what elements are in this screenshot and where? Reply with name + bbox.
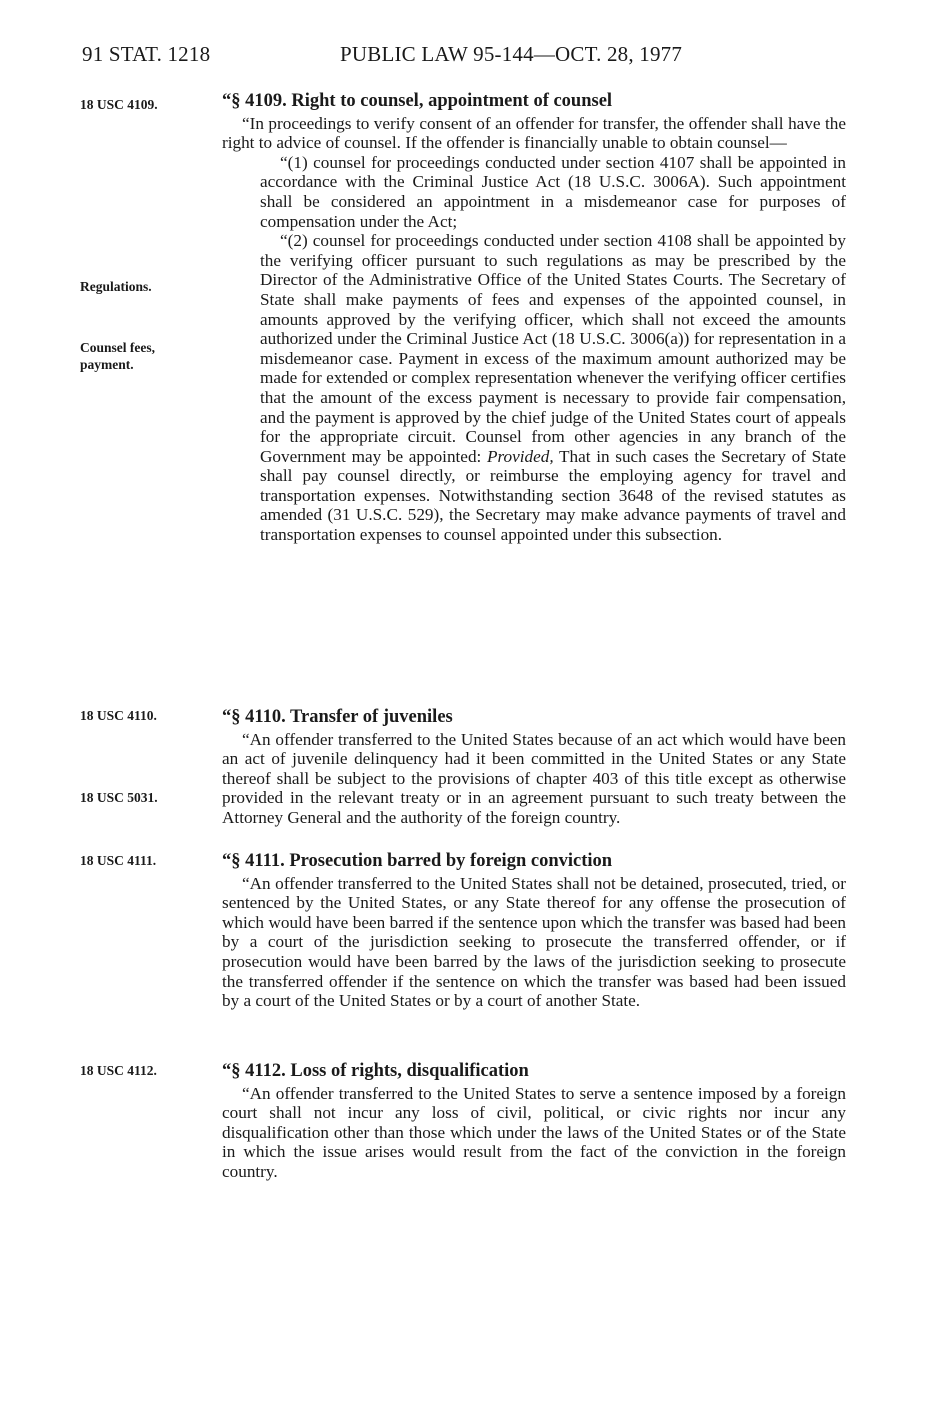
section-4110-heading: “§ 4110. Transfer of juveniles [222, 707, 453, 727]
running-header-title: PUBLIC LAW 95-144—OCT. 28, 1977 [340, 42, 683, 66]
section-4111-heading: “§ 4111. Prosecution barred by foreign conviction [222, 851, 613, 871]
section-4109-paragraph-2 [260, 231, 846, 545]
margin-note-counsel-fees-line1: Counsel fees, [80, 340, 155, 355]
section-4111-text: “An offender transferred to the United States shall not be detained, prosecuted, tried, or sentenced by the United States, or any State thereof for any offense the prosecution of which would have been barred if the sentence upon which the transfer was based had been by a court of the jurisdiction seeking to prosecute the transferred offender, or if prosecution would have been barred by the laws of the jurisdiction seeking to prosecute the transferred offender if the sentence on which the transfer was based had been issued by a court of the United States or by a court of another State. [222, 873, 846, 1011]
paragraph-2-text-a: “(2) counsel for proceedings conducted under section 4108 shall be appointed by the verifying officer pursuant to such regulations as may be prescribed by the Director of the Administrative Office of the United States Courts. The Secretary of State shall make payments of fees and expenses of the appointed counsel, in amounts approved by the verifying officer, which shall not exceed the amounts authorized under the Criminal Justice Act (18 U.S.C. 3006(a)) for representation in a misdemeanor case. Payment in excess of the maximum amount authorized may be made for extended or complex representation whenever the verifying officer certifies that the amount of the excess payment is necessary to provide fair compensation, and the payment is approved by the chief judge of the United States court of appeals for the appropriate circuit. Counsel from other agencies in any branch of the Government may be appointed: [260, 231, 846, 466]
stat-page-reference: 91 STAT. 1218 [82, 42, 211, 66]
margin-note-18-usc-4110: 18 USC 4110. [80, 708, 157, 723]
section-4109-intro: “In proceedings to verify consent of an offender for transfer, the offender shall have the right to advice of counsel. If the offender is financially unable to obtain counsel— [222, 113, 846, 153]
margin-note-18-usc-5031: 18 USC 5031. [80, 790, 158, 805]
margin-note-18-usc-4111: 18 USC 4111. [80, 853, 157, 868]
margin-note-18-usc-4109: 18 USC 4109. [80, 97, 158, 112]
section-4109-paragraph-1: “(1) counsel for proceedings conducted under section 4107 shall be appointed in accordance with the Criminal Justice Act (18 U.S.C. 3006A). Such appointment shall be considered an appointment in a misdemeanor case for purposes of compensation under the Act; [260, 152, 846, 231]
section-4109 [222, 92, 846, 545]
section-4111 [222, 852, 846, 1011]
provided-term: Provided, [487, 446, 554, 466]
section-4112-text: “An offender transferred to the United States to serve a sentence imposed by a foreign court shall not incur any loss of civil, political, or civic rights nor incur any disqualification other than those which under the laws of the United States or of the State in which the issue arises would result from the fact of the conviction in the foreign country. [222, 1083, 846, 1181]
margin-note-regulations: Regulations. [80, 279, 152, 294]
margin-note-counsel-fees-line2: payment. [80, 357, 134, 372]
section-4110 [222, 708, 846, 828]
section-4112-heading: “§ 4112. Loss of rights, disqualification [222, 1061, 529, 1081]
section-4112 [222, 1062, 846, 1182]
section-4109-heading: “§ 4109. Right to counsel, appointment of counsel [222, 91, 613, 111]
margin-note-18-usc-4112: 18 USC 4112. [80, 1063, 157, 1078]
section-4110-text: “An offender transferred to the United States because of an act which would have been an act of juvenile delinquency had it been committed in the United States or any State thereof shall be subject to the provisions of chapter 403 of this title except as otherwise provided in the relevant treaty or in an agreement pursuant to such treaty between the Attorney General and the authority of the foreign country. [222, 729, 846, 827]
margin-note-counsel-fees [80, 339, 205, 373]
paragraph-2-text-b: That in such cases the Secretary of State shall pay counsel directly, or reimburse the employing agency for travel and transportation expenses. Notwithstanding section 3648 of the revised statutes as amended (31 U.S.C. 529), the Secretary may make advance payments of travel and transportation expenses to counsel appointed under this subsection. [260, 446, 846, 545]
